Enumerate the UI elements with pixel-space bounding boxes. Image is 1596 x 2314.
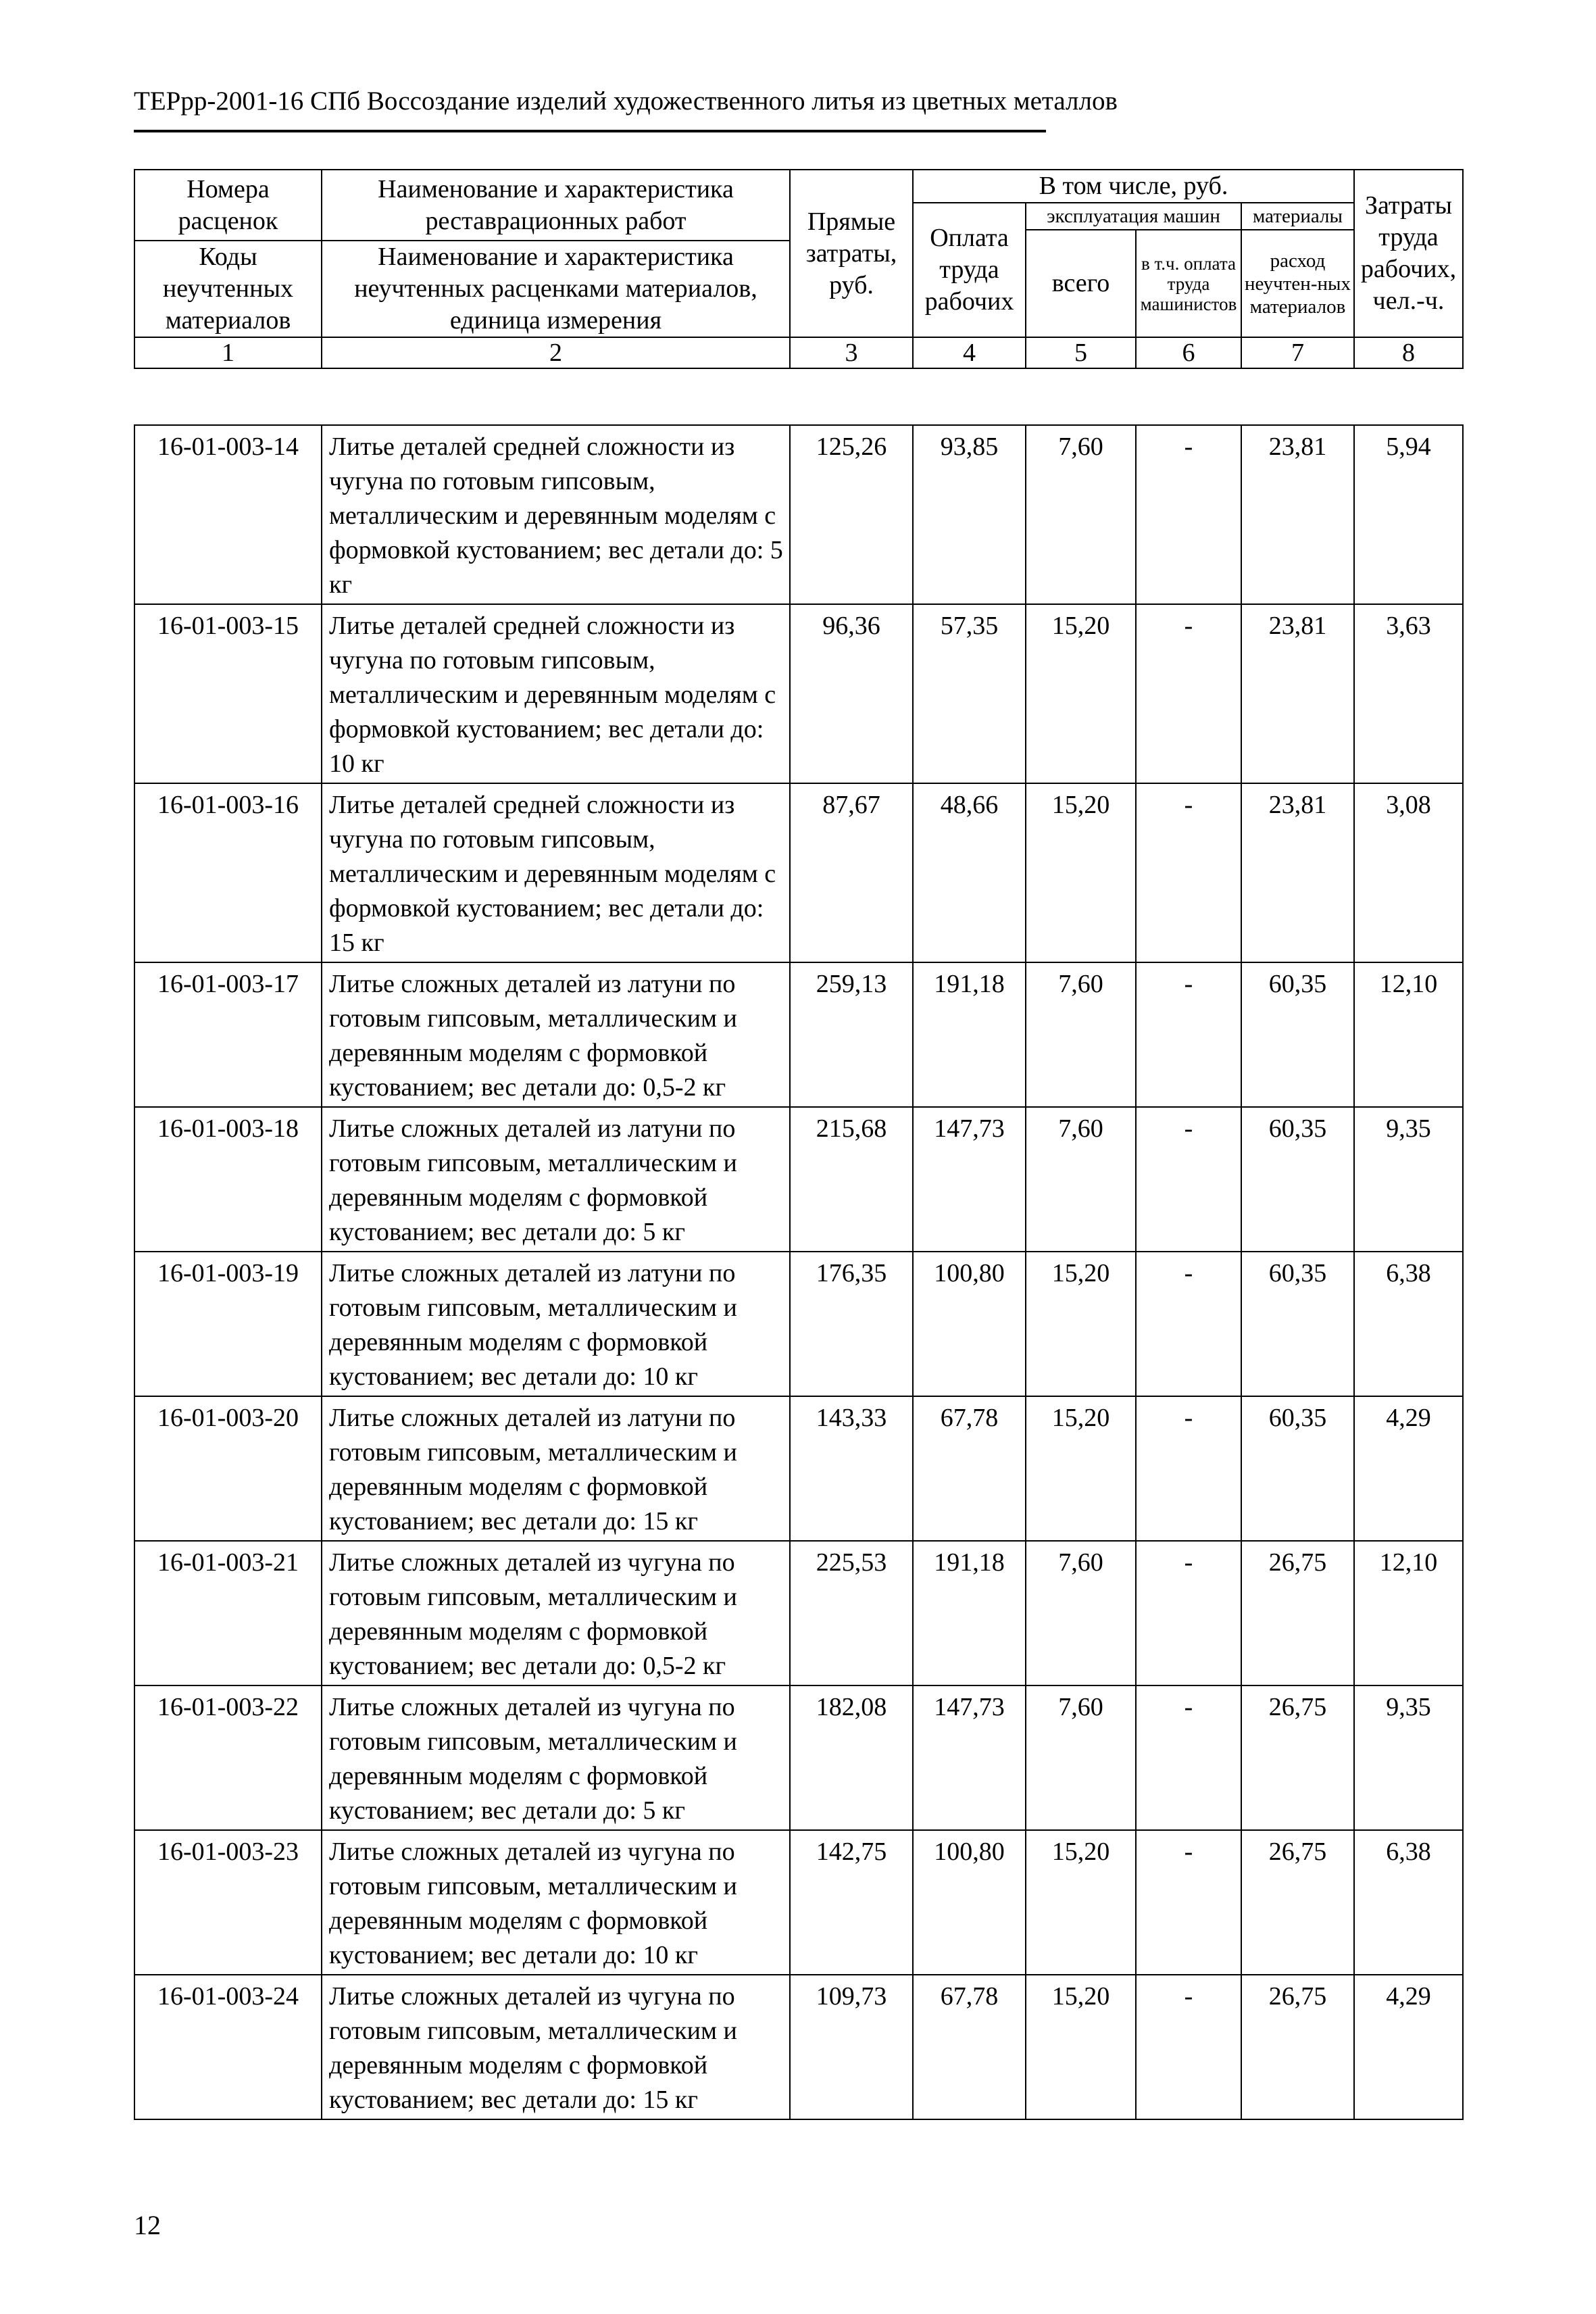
- machinists-pay: -: [1136, 783, 1241, 962]
- work-description: Литье деталей средней сложности из чугуна по готовым гипсовым, металлическим и деревянным моделям с формовкой кустованием; вес детали до: 15 кг: [322, 783, 790, 962]
- work-description: Литье сложных деталей из латуни по готовым гипсовым, металлическим и деревянным моделям с формовкой кустованием; вес детали до: 10 кг: [322, 1252, 790, 1396]
- machines-total: 15,20: [1026, 1830, 1136, 1975]
- header-name: Наименование и характеристика реставрационных работ: [322, 170, 790, 241]
- page-header-title: ТЕРрр-2001-16 СПб Воссоздание изделий художественного литья из цветных металлов: [134, 87, 1118, 116]
- labor-hours: 6,38: [1354, 1830, 1463, 1975]
- machinists-pay: -: [1136, 1396, 1241, 1541]
- direct-costs: 225,53: [790, 1541, 913, 1685]
- work-description: Литье сложных деталей из латуни по готовым гипсовым, металлическим и деревянным моделям с формовкой кустованием; вес детали до: 5 кг: [322, 1107, 790, 1252]
- direct-costs: 143,33: [790, 1396, 913, 1541]
- rate-code: 16-01-003-19: [134, 1252, 322, 1396]
- labor-pay: 48,66: [913, 783, 1026, 962]
- rate-code: 16-01-003-14: [134, 425, 322, 604]
- header-machinists: в т.ч. оплата труда машинистов: [1136, 230, 1241, 337]
- labor-hours: 12,10: [1354, 1541, 1463, 1685]
- machinists-pay: -: [1136, 1252, 1241, 1396]
- rate-code: 16-01-003-18: [134, 1107, 322, 1252]
- labor-hours: 9,35: [1354, 1685, 1463, 1830]
- direct-costs: 109,73: [790, 1975, 913, 2119]
- table-row: [134, 1685, 1463, 1830]
- header-group: В том числе, руб.: [913, 170, 1354, 203]
- rate-code: 16-01-003-21: [134, 1541, 322, 1685]
- machinists-pay: -: [1136, 962, 1241, 1107]
- table-row: [134, 962, 1463, 1107]
- header-direct-costs: Прямые затраты, руб.: [790, 170, 913, 337]
- table-row: [134, 1830, 1463, 1975]
- rate-code: 16-01-003-23: [134, 1830, 322, 1975]
- labor-pay: 147,73: [913, 1685, 1026, 1830]
- rate-code: 16-01-003-24: [134, 1975, 322, 2119]
- column-number: 6: [1136, 337, 1241, 368]
- materials-cost: 23,81: [1241, 604, 1354, 783]
- table-row: [134, 1975, 1463, 2119]
- labor-pay: 191,18: [913, 962, 1026, 1107]
- header-rule: [134, 130, 1046, 132]
- materials-cost: 60,35: [1241, 1252, 1354, 1396]
- direct-costs: 96,36: [790, 604, 913, 783]
- labor-pay: 93,85: [913, 425, 1026, 604]
- materials-cost: 60,35: [1241, 1107, 1354, 1252]
- machines-total: 7,60: [1026, 1685, 1136, 1830]
- machines-total: 15,20: [1026, 1252, 1136, 1396]
- labor-pay: 67,78: [913, 1396, 1026, 1541]
- machinists-pay: -: [1136, 1830, 1241, 1975]
- machines-total: 7,60: [1026, 1107, 1136, 1252]
- labor-pay: 100,80: [913, 1252, 1026, 1396]
- labor-hours: 3,08: [1354, 783, 1463, 962]
- machines-total: 15,20: [1026, 604, 1136, 783]
- materials-cost: 23,81: [1241, 425, 1354, 604]
- materials-cost: 26,75: [1241, 1975, 1354, 2119]
- table-row: [134, 783, 1463, 962]
- column-number: 2: [322, 337, 790, 368]
- header-material-name: Наименование и характеристика неучтенных расценками материалов, единица измерения: [322, 241, 790, 337]
- header-materials: материалы: [1241, 203, 1354, 230]
- work-description: Литье сложных деталей из чугуна по готовым гипсовым, металлическим и деревянным моделям с формовкой кустованием; вес детали до: 5 кг: [322, 1685, 790, 1830]
- machinists-pay: -: [1136, 1541, 1241, 1685]
- machinists-pay: -: [1136, 425, 1241, 604]
- column-number: 5: [1026, 337, 1136, 368]
- machines-total: 15,20: [1026, 1975, 1136, 2119]
- header-labor-hours: Затраты труда рабочих, чел.-ч.: [1354, 170, 1463, 337]
- column-number: 1: [134, 337, 322, 368]
- table-row: [134, 1107, 1463, 1252]
- materials-cost: 26,75: [1241, 1685, 1354, 1830]
- labor-hours: 4,29: [1354, 1975, 1463, 2119]
- work-description: Литье деталей средней сложности из чугуна по готовым гипсовым, металлическим и деревянным моделям с формовкой кустованием; вес детали до: 5 кг: [322, 425, 790, 604]
- labor-pay: 100,80: [913, 1830, 1026, 1975]
- work-description: Литье сложных деталей из чугуна по готовым гипсовым, металлическим и деревянным моделям с формовкой кустованием; вес детали до: 10 кг: [322, 1830, 790, 1975]
- direct-costs: 215,68: [790, 1107, 913, 1252]
- column-number: 4: [913, 337, 1026, 368]
- materials-cost: 26,75: [1241, 1541, 1354, 1685]
- table-row: [134, 1541, 1463, 1685]
- header-labor-pay: Оплата труда рабочих: [913, 203, 1026, 337]
- column-number: 3: [790, 337, 913, 368]
- direct-costs: 87,67: [790, 783, 913, 962]
- header-material-codes: Коды неучтенных материалов: [134, 241, 322, 337]
- labor-pay: 191,18: [913, 1541, 1026, 1685]
- table-row: [134, 425, 1463, 604]
- materials-cost: 60,35: [1241, 962, 1354, 1107]
- rate-code: 16-01-003-17: [134, 962, 322, 1107]
- direct-costs: 125,26: [790, 425, 913, 604]
- machines-total: 15,20: [1026, 783, 1136, 962]
- work-description: Литье сложных деталей из чугуна по готовым гипсовым, металлическим и деревянным моделям с формовкой кустованием; вес детали до: 0,5-2 кг: [322, 1541, 790, 1685]
- work-description: Литье сложных деталей из латуни по готовым гипсовым, металлическим и деревянным моделям с формовкой кустованием; вес детали до: 0,5-2 кг: [322, 962, 790, 1107]
- materials-cost: 26,75: [1241, 1830, 1354, 1975]
- machinists-pay: -: [1136, 1107, 1241, 1252]
- table-row: [134, 1252, 1463, 1396]
- machines-total: 7,60: [1026, 425, 1136, 604]
- labor-hours: 9,35: [1354, 1107, 1463, 1252]
- table-header: [134, 169, 1464, 369]
- rate-code: 16-01-003-16: [134, 783, 322, 962]
- labor-hours: 4,29: [1354, 1396, 1463, 1541]
- direct-costs: 259,13: [790, 962, 913, 1107]
- rates-table: [134, 424, 1464, 2120]
- labor-pay: 147,73: [913, 1107, 1026, 1252]
- direct-costs: 142,75: [790, 1830, 913, 1975]
- work-description: Литье сложных деталей из латуни по готовым гипсовым, металлическим и деревянным моделям с формовкой кустованием; вес детали до: 15 кг: [322, 1396, 790, 1541]
- labor-hours: 5,94: [1354, 425, 1463, 604]
- rate-code: 16-01-003-15: [134, 604, 322, 783]
- table-row: [134, 604, 1463, 783]
- labor-hours: 6,38: [1354, 1252, 1463, 1396]
- machines-total: 7,60: [1026, 962, 1136, 1107]
- labor-hours: 12,10: [1354, 962, 1463, 1107]
- machines-total: 7,60: [1026, 1541, 1136, 1685]
- machinists-pay: -: [1136, 604, 1241, 783]
- rate-code: 16-01-003-22: [134, 1685, 322, 1830]
- column-number: 8: [1354, 337, 1463, 368]
- header-unaccounted-materials: расход неучтен-ных материалов: [1241, 230, 1354, 337]
- machines-total: 15,20: [1026, 1396, 1136, 1541]
- header-codes: Номера расценок: [134, 170, 322, 241]
- machinists-pay: -: [1136, 1685, 1241, 1830]
- table-row: [134, 1396, 1463, 1541]
- header-machines-total: всего: [1026, 230, 1136, 337]
- rate-code: 16-01-003-20: [134, 1396, 322, 1541]
- materials-cost: 23,81: [1241, 783, 1354, 962]
- labor-pay: 67,78: [913, 1975, 1026, 2119]
- direct-costs: 182,08: [790, 1685, 913, 1830]
- labor-hours: 3,63: [1354, 604, 1463, 783]
- page-number: 12: [134, 2210, 161, 2240]
- column-number: 7: [1241, 337, 1354, 368]
- header-machines: эксплуатация машин: [1026, 203, 1241, 230]
- materials-cost: 60,35: [1241, 1396, 1354, 1541]
- work-description: Литье сложных деталей из чугуна по готовым гипсовым, металлическим и деревянным моделям с формовкой кустованием; вес детали до: 15 кг: [322, 1975, 790, 2119]
- labor-pay: 57,35: [913, 604, 1026, 783]
- work-description: Литье деталей средней сложности из чугуна по готовым гипсовым, металлическим и деревянным моделям с формовкой кустованием; вес детали до: 10 кг: [322, 604, 790, 783]
- direct-costs: 176,35: [790, 1252, 913, 1396]
- machinists-pay: -: [1136, 1975, 1241, 2119]
